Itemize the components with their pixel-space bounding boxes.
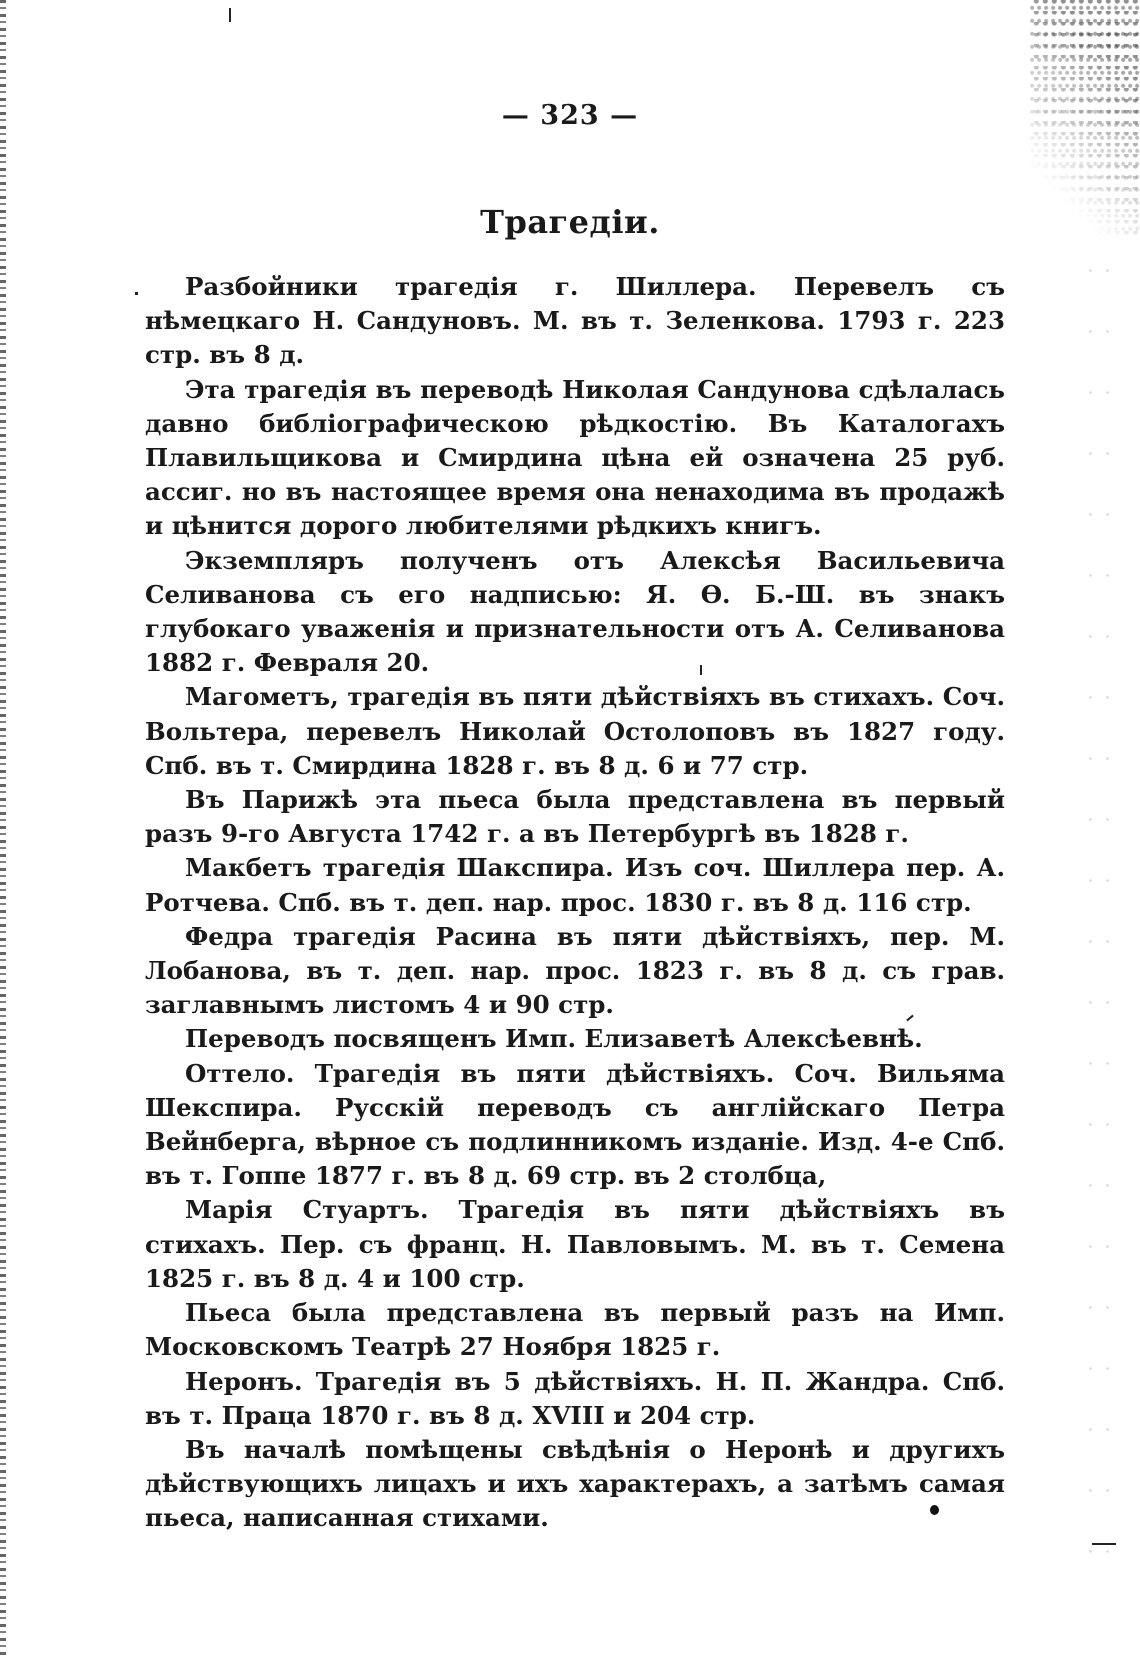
entry-paragraph (145, 783, 1005, 851)
entry-title: Федра (185, 921, 274, 951)
entry-paragraph (145, 544, 1005, 681)
page-number: — 323 — (501, 100, 639, 131)
scan-speck (1092, 1543, 1116, 1545)
scan-speck (229, 8, 231, 22)
entry-text: трагедія Расина въ пяти дѣйствіяхъ, пер. М. Лобанова, въ т. деп. нар. прос. 1823 г. въ 8 д. съ грав. заглавнымъ листомъ 4 и 90 стр. (145, 921, 1005, 1020)
scan-noise-right (1082, 240, 1122, 1590)
entry-title: Магометъ (185, 682, 331, 712)
entry-paragraph (145, 1365, 1005, 1433)
entry-text: . Трагедія въ 5 дѣйствіяхъ. Н. П. Жандра. Спб. въ т. Праца 1870 г. въ 8 д. XVIII и 204 стр. (145, 1366, 1005, 1430)
entry-title: Оттело (185, 1058, 286, 1088)
entry-paragraph (145, 1022, 1005, 1056)
entry-text: Въ началѣ помѣщены свѣдѣнія о Неронѣ и другихъ дѣйствующихъ лицахъ и ихъ характерахъ, а затѣмъ самая пьеса, написанная стихами. (145, 1434, 1005, 1533)
entry-paragraph (145, 680, 1005, 783)
entry-text: Пьеса была представлена въ первый разъ на Имп. Московскомъ Театрѣ 27 Ноября 1825 г. (145, 1298, 1005, 1362)
entry-paragraph (145, 851, 1005, 919)
entry-text: Разбойники трагедія г. Шиллера. Перевелъ съ нѣмецкаго Н. Сандуновъ. М. въ т. Зеленкова. 1793 г. 223 стр. въ 8 д. (145, 272, 1005, 370)
entry-text: Въ Парижѣ эта пьеса была представлена въ первый разъ 9-го Августа 1742 г. а въ Петербургѣ въ 1828 г. (145, 785, 1005, 849)
scan-edge-left (0, 0, 6, 1657)
entry-paragraph (145, 1433, 1005, 1536)
scan-speck (135, 292, 138, 295)
entry-text: . Трагедія въ пяти дѣйствіяхъ въ стихахъ. Пер. съ франц. Н. Павловымъ. М. въ т. Семена 1825 г. въ 8 д. 4 и 100 стр. (145, 1195, 1005, 1293)
scan-speck (700, 665, 702, 675)
entry-paragraph (145, 1057, 1005, 1194)
ink-dot (930, 1505, 939, 1515)
entry-text: . Трагедія въ пяти дѣйствіяхъ. Соч. Вильяма Шекспира. Русскій переводъ съ англійскаго Петра Вейнберга, вѣрное съ подлинникомъ изданіе. Изд. 4-е Спб. въ т. Гоппе 1877 г. въ 8 д. 69 стр. въ 2 столбца, (145, 1058, 1005, 1191)
entry-paragraph (145, 373, 1005, 544)
entry-paragraph (145, 1296, 1005, 1364)
entry-title: Неронъ (185, 1366, 294, 1396)
entry-text: Переводъ посвященъ Имп. Елизаветѣ Алексѣевнѣ. (185, 1024, 923, 1054)
entry-text: трагедія Шакспира. Изъ соч. Шиллера пер. А. Ротчева. Спб. въ т. деп. нар. прос. 1830 г. въ 8 д. 116 стр. (145, 853, 1005, 917)
entry-title: Марія Стуартъ (185, 1195, 420, 1225)
entries-list (145, 270, 1005, 1536)
section-title: Трагедіи. (480, 203, 660, 241)
entry-text: Эта трагедія въ переводѣ Николая Сандунова сдѣлалась давно библіографическою рѣдкостію. Въ Каталогахъ Плавильщикова и Смирдина цѣна ей означена 25 руб. ассиг. но въ настоящее время она ненаходима въ продажѣ и цѣнится дорого любителями рѣдкихъ книгъ. (145, 374, 1005, 541)
entry-text: Экземпляръ полученъ отъ Алексѣя Васильевича Селиванова съ его надписью: Я. Ѳ. Б.-Ш. въ знакъ глубокаго уваженія и признательности отъ А. Селиванова 1882 г. Февраля 20. (145, 545, 1005, 678)
entry-paragraph (145, 270, 1005, 373)
entry-text: , трагедія въ пяти дѣйствіяхъ въ стихахъ. Соч. Вольтера, перевелъ Николай Остолоповъ въ 1827 году. Спб. въ т. Смирдина 1828 г. въ 8 д. 6 и 77 стр. (145, 682, 1005, 780)
entry-title: Макбетъ (185, 853, 312, 883)
entry-paragraph (145, 1193, 1005, 1296)
entry-paragraph (145, 920, 1005, 1023)
